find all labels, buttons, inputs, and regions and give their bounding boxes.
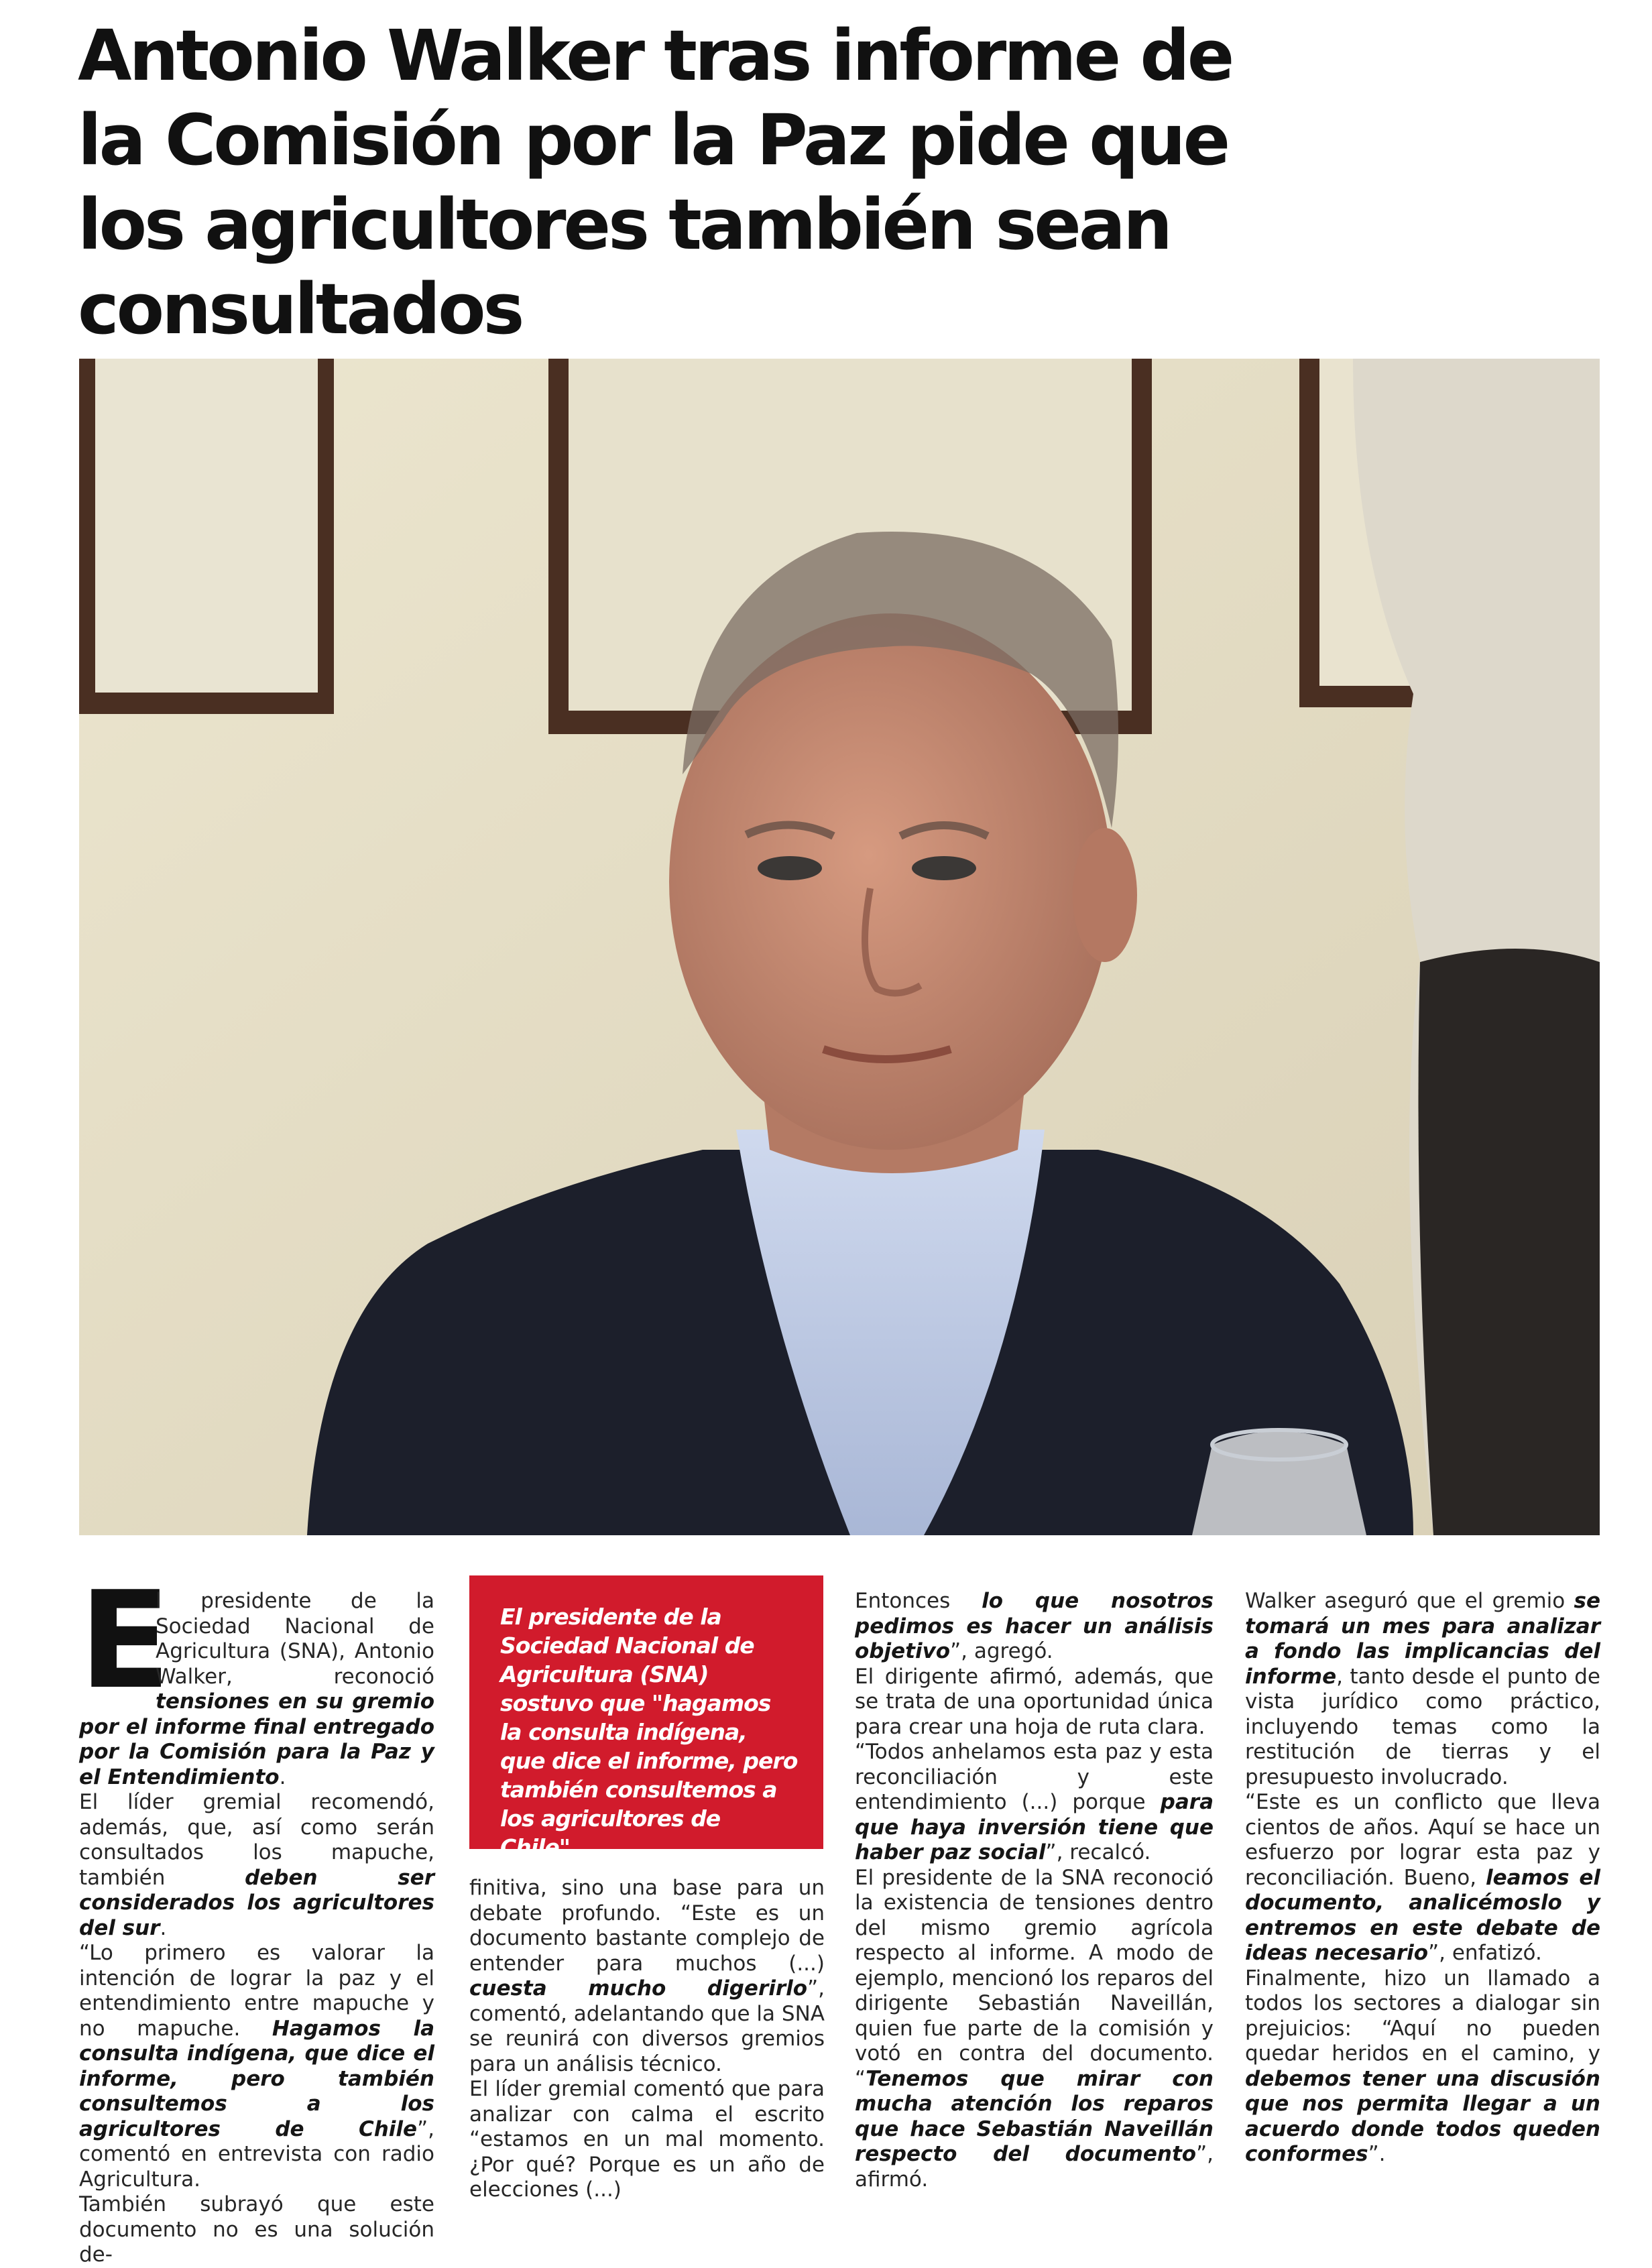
ear (1073, 828, 1137, 962)
headline-line: consultados (78, 268, 522, 350)
headline-line: la Comisión por la Paz pide que (78, 99, 1228, 181)
text: , tanto desde el punto de vista jurídico como práctico, incluyendo temas como la restitución de tierras y el presupuesto involucrado. (1245, 1664, 1600, 1789)
highlight: debemos tener una discusión que nos permita llegar a un acuerdo donde todos queden conformes (1245, 2066, 1600, 2166)
pull-quote: El presidente de la Sociedad Nacional de Agricultura (SNA) sostuvo que "hagamos la consulta indígena, que dice el informe, pero también consultemos a los agricultores de Chile". (500, 1604, 798, 1860)
paragraph (1245, 1966, 1600, 2167)
text: l presidente de la Sociedad Nacional de Agricultura (SNA), Antonio Walker, reconoció (156, 1589, 434, 1689)
highlight: deben ser considerados los agricultores del sur (79, 1865, 434, 1940)
pull-quote-box (469, 1575, 823, 1860)
right-eye (912, 856, 976, 880)
drop-cap: E (79, 1563, 166, 1719)
left-eye (758, 856, 822, 880)
paragraph (1245, 1589, 1600, 1790)
headline (78, 13, 1352, 351)
paragraph (855, 1589, 1214, 1665)
text: El líder gremial recomendó, además, que, así como serán consultados los mapuche, también (79, 1790, 434, 1890)
text: El presidente de la SNA reconoció la existencia de tensiones dentro del mismo gremio agrícola respecto al informe. A modo de ejemplo, mencionó los reparos del dirigente Sebastián Naveillán, quien fue parte de la comisión y votó en contra del documento. “ (855, 1865, 1214, 2091)
paragraph (855, 1866, 1214, 2193)
highlight: tensiones en su gremio por el informe final entregado por la Comisión para la Paz y el Entendimiento (79, 1689, 434, 1789)
article-column-3 (855, 1589, 1214, 2192)
article-column-1 (79, 1563, 434, 2268)
text: . (279, 1765, 286, 1789)
text: ”. (1368, 2142, 1386, 2166)
portrait-photo (79, 359, 1600, 1535)
highlight: Hagamos la consulta indígena, que dice el informe, pero también consultemos a los agricultores de Chile (79, 2016, 434, 2141)
text: Finalmente, hizo un llamado a todos los sectores a dialogar sin prejuicios: “Aquí no pueden quedar heridos en el camino, y (1245, 1966, 1600, 2066)
highlight: leamos el documento, analicémoslo y entremos en este debate de ideas necesario (1245, 1865, 1600, 1965)
text: finitiva, sino una base para un debate profundo. “Este es un documento bastante complejo de entender para muchos (...) (469, 1876, 825, 1976)
article-column-4 (1245, 1589, 1600, 2167)
paragraph (79, 1790, 434, 1941)
highlight: lo que nosotros pedimos es hacer un análisis objetivo (855, 1589, 1214, 1663)
text: “Este es un conflicto que lleva cientos de años. Aquí se hace un esfuerzo por lograr esta paz y reconciliación. Bueno, (1245, 1790, 1600, 1890)
paragraph (855, 1740, 1214, 1866)
text: ”, recalcó. (1045, 1840, 1151, 1864)
article-column-2 (469, 1876, 825, 2203)
text: Entonces (855, 1589, 982, 1613)
text: ”, comentó, adelantando que la SNA se reunirá con diversos gremios para un análisis técnico. (469, 1976, 825, 2076)
paragraph (1245, 1790, 1600, 1966)
text: “Lo primero es valorar la intención de lograr la paz y el entendimiento entre mapuche y no mapuche. (79, 1941, 434, 2041)
paragraph: El líder gremial comentó que para analizar con calma el escrito “estamos en un mal momento. ¿Por qué? Porque es un año de elecciones (...) (469, 2077, 825, 2202)
text: . (160, 1915, 167, 1940)
text: “Todos anhelamos esta paz y esta reconciliación y este entendimiento (...) porque (855, 1740, 1214, 1814)
text: ”, afirmó. (855, 2142, 1214, 2192)
headline-line: Antonio Walker tras informe de (78, 15, 1232, 97)
portrait-illustration (79, 359, 1600, 1535)
text: ”, agregó. (950, 1639, 1053, 1663)
text: Walker aseguró que el gremio (1245, 1589, 1574, 1613)
paragraph: El dirigente afirmó, además, que se trata de una oportunidad única para crear una hoja de ruta clara. (855, 1664, 1214, 1739)
picture-frame-inner (95, 359, 318, 693)
paragraph: También subrayó que este documento no es una solución de- (79, 2192, 434, 2267)
headline-line: los agricultores también sean (78, 184, 1170, 265)
highlight: Tenemos que mirar con mucha atención los reparos que hace Sebastián Naveillán respecto del documento (855, 2066, 1214, 2166)
background-person-dark (1419, 949, 1600, 1535)
paragraph (469, 1876, 825, 2077)
highlight: se tomará un mes para analizar a fondo las implicancias del informe (1245, 1589, 1600, 1689)
text: ”, enfatizó. (1428, 1941, 1542, 1965)
highlight: cuesta mucho digerirlo (469, 1976, 808, 2001)
text: ”, comentó en entrevista con radio Agricultura. (79, 2116, 434, 2192)
paragraph (79, 1941, 434, 2192)
wine-glass (1192, 1431, 1366, 1535)
highlight: para que haya inversión tiene que haber paz social (855, 1790, 1214, 1864)
